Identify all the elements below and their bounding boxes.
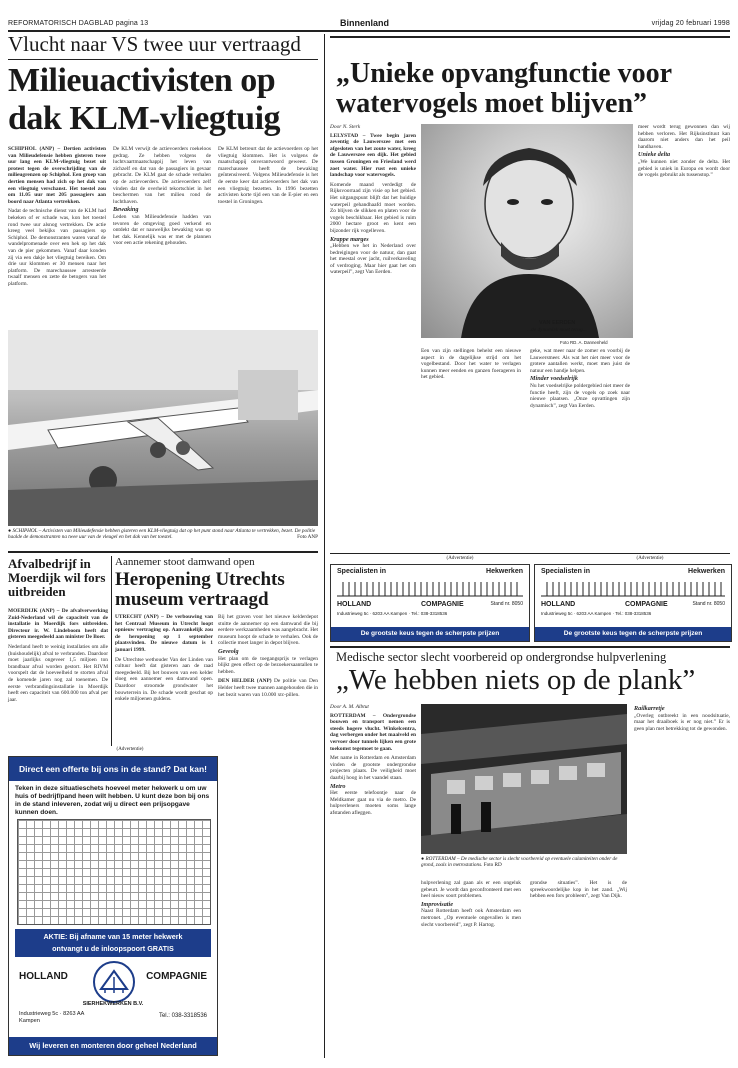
banner1-address: Industrieweg 5c · 6203 AA Kampen · Tel.: 038-3318536 bbox=[337, 611, 448, 616]
fence-icon bbox=[541, 578, 725, 598]
afval-headline: Afvalbedrijf in Moerdijk wil fors uitbreiden bbox=[8, 556, 106, 599]
banner1-strip: De grootste keus tegen de scherpste prijzen bbox=[331, 627, 529, 641]
portrait-credit: Foto RD. A. Dannenheld bbox=[560, 340, 608, 345]
waterfowl-col4: meer wordt terug gewonnen dan wij hebben verloren. Het Rijksinstituut kan daarom niet anders dan het peil handhaven. bbox=[638, 124, 730, 150]
klm-headline-2: dak KLM-vliegtuig bbox=[8, 100, 281, 137]
compagnie-logo-icon bbox=[93, 961, 135, 1003]
medical-col3: grondse situaties”. Het is de spreekwoordelijke kop in het zand. „Wij hebben een fors probleem”, zegt Van Dijk. bbox=[530, 880, 627, 900]
drawing-grid[interactable] bbox=[17, 819, 211, 925]
portrait-quote: ...de dynamiek moet terug... bbox=[527, 327, 587, 333]
medical-headline: „We hebben niets op de plank” bbox=[336, 664, 696, 696]
banner1-stand: Stand nr. 8050 bbox=[490, 601, 523, 607]
ad-action-line2: ontvangt u de inloopspoort GRATIS bbox=[52, 944, 174, 953]
waterfowl-subhead-delta: Unieke delta bbox=[638, 151, 671, 159]
klm-photo-credit: Foto ANP bbox=[297, 534, 318, 541]
hekwerk-banner-2[interactable] bbox=[534, 564, 732, 642]
ad-offer-strip: Direct een offerte bij ons in de stand? Dat kan! bbox=[9, 757, 217, 781]
klm-headline-1: Milieuactivisten op bbox=[8, 62, 276, 99]
ad-phone: Tel.: 038-3318536 bbox=[158, 1013, 207, 1019]
section-name: Binnenland bbox=[340, 18, 389, 28]
ad-instructions: Teken in deze situatieschets hoeveel meter hekwerk u om uw huis of bedrijf/pand heen wilt hebben. U kunt deze bon bij ons in de stand inleveren, zodat wij u direct een prijsopgave kunnen doen. bbox=[15, 785, 210, 816]
waterfowl-col4b: „We kunnen niet zonder de delta. Het gebied is uniek in Europa en wordt door de vogels gebruikt als tussenstop.” bbox=[638, 158, 730, 179]
medical-caption: ● ROTTERDAM – De medische sector is slecht voorbereid op eventuele calamiteiten onder de grond, zoals in metrostations. Foto RD bbox=[421, 856, 618, 869]
waterfowl-subhead-voedsel: Minder voedselrijk bbox=[530, 375, 578, 383]
banner2-title1: Specialisten in bbox=[541, 568, 591, 575]
museum-headline-2: museum vertraagd bbox=[115, 589, 269, 610]
museum-lead: UTRECHT (ANP) – De verbouwing van het Centraal Museum in Utrecht loopt opnieuw vertraging op. Aanvankelijk zou de heropening op 1 september plaatsvinden. De nieuwe datum is 1 januari 1999. bbox=[115, 614, 213, 653]
museum-col1: De Utrechtse wethouder Van der Linden van cultuur heeft dat gisteren aan de raad meegedeeld. Bij het bouwen van een kelder sloeg een aannemer een damwand open. Daardoor stroomde grondwater het bouwterrein in. De schade wordt geschat op enkele miljoenen guldens. bbox=[115, 656, 213, 703]
waterfowl-subhead-marges: Krappe marges bbox=[330, 235, 369, 243]
waterfowl-col3b: Nu het voedselrijke poldergebied niet meer de functie heeft, zijn de vogels op zoek naar nieuwe plaatsen. „Onze opvattingen zijn dynamisch”, zegt Van Eerden. bbox=[530, 382, 630, 409]
metro-photo-credit: Foto RD bbox=[483, 862, 502, 869]
museum-col2b: Het plan om de toegangsprijs te verlagen blijkt geen effect op de bezoekersaantallen te hebben. bbox=[218, 655, 318, 675]
banner1-title2: Hekwerken bbox=[486, 568, 523, 575]
fence-icon bbox=[337, 578, 523, 598]
museum-col2: Bij het graven voor het nieuwe kelderdepot stuitte de aannemer op een damwand die bij eerdere werkzaamheden was aangebracht. Het museum hoopt de schade te verhalen. Ook de collectie moet langer in depot blijven. bbox=[218, 614, 318, 647]
klm-photo-drawing bbox=[8, 330, 318, 526]
medical-lead: ROTTERDAM – Ondergrondse bouwen en transport nemen een steeds hogere vlucht. Winkelcentra, dag verbergen onder het maaiveld en vervoer door tunnels lijken een grote toekomst tegemoet te gaan. bbox=[330, 712, 416, 752]
banner2-strip: De grootste keus tegen de scherpste prijzen bbox=[535, 627, 731, 641]
museum-kicker: Aannemer stoot damwand open bbox=[115, 556, 255, 568]
banner2-address: Industrieweg 5c · 6203 AA Kampen · Tel.: 038-3318536 bbox=[541, 611, 652, 616]
ad-brand-right: COMPAGNIE bbox=[146, 971, 207, 982]
issue-date: vrijdag 20 februari 1998 bbox=[651, 20, 730, 27]
hekwerk-ad[interactable] bbox=[8, 756, 218, 1056]
ad-action-box bbox=[15, 929, 211, 957]
metro-drawing bbox=[421, 704, 627, 854]
top-ad-label-2: (Advertentie) bbox=[636, 556, 664, 561]
waterfowl-col2: Een van zijn stellingen behelst een nieuwe aspect in de dagelijkse strijd om het vogelbestand. Door het water te verlagen kunnen meer eenden en ganzen foerageren in het gebied. bbox=[421, 348, 521, 381]
waterfowl-col1: Komende maand verdedigt de Rijksvoorraad zijn visie op het gebied. Het uitgangspunt blijft dat het huidige waterpeil gehandhaafd moet worden. Zo blijven de slikken en platen voor de vogels beschikbaar. Het gebied is ruim 2000 hectare groot en kent een bijzonder rijk vogelleven. bbox=[330, 181, 416, 234]
portrait-drawing bbox=[421, 124, 633, 338]
caption-bullet: ● bbox=[421, 856, 426, 862]
klm-caption: ● SCHIPHOL – Activisten van Milieudefensie hebben gisteren een KLM-vliegtuig dat op het punt stond naar Atlanta te vertrekken, bezet. De politie haalde de demonstranten na twee uur van de vleugel en het dak van het toestel. Foto ANP bbox=[8, 528, 318, 541]
medical-col1b: Het eerste telefoontje naar de Meldkamer gaat nu via de metro. De hulpverleners moeten soms lange afstanden afleggen. bbox=[330, 790, 416, 816]
ad-address: Industrieweg 5c · 8263 AA Kampen bbox=[19, 1011, 84, 1024]
waterfowl-lead: LELYSTAD – Twee begin jaren zeventig de Lauwerszee met een afgesloten van het zoute water, kreeg de Lauwerszee een dijk. Het gebied tussen Groningen en Friesland werd zoet water. Hier rust een unieke landschap voor watervogels. bbox=[330, 132, 416, 179]
banner2-brand-left: HOLLAND bbox=[541, 601, 576, 608]
klm-col2: De KLM verwijt de actievoerders roekeloos gedrag. Ze hebben volgens de luchtvaartmaatschappij het leven van zichzelf en dat van de passagiers in gevaar gebracht. De KLM gaat de schade verhalen op de actievoerders. De actievoerders zelf vinden dat de overheid tekortschiet in het beschermen van het milieu rond de luchthaven. bbox=[113, 146, 211, 205]
waterfowl-byline: Door N. Sterk bbox=[330, 124, 361, 130]
waterfowl-col1b: „Hebben we het in Nederland over bedreigingen voor de natuur, dan gaat het meestal over jacht, ruilverkaveling of verdroging. Maar hier gaat het om waterpeil”, zegt Van Eerden. bbox=[330, 243, 416, 276]
van-eerden-photo bbox=[421, 124, 633, 338]
ad-brand-left: HOLLAND bbox=[19, 971, 68, 982]
museum-headline-1: Heropening Utrechts bbox=[115, 569, 285, 590]
medical-subhead-railkarretje: Railkarretje bbox=[634, 705, 665, 712]
museum-sub-body: De politie van Den Helder heeft twee mannen aangehouden die in het bezit waren van 10.000 xtc-pillen. bbox=[218, 678, 318, 698]
klm-photo bbox=[8, 330, 318, 526]
banner2-brand-right: COMPAGNIE bbox=[625, 601, 668, 608]
banner1-title1: Specialisten in bbox=[337, 568, 387, 575]
top-ad-label-1: (Advertentie) bbox=[446, 556, 474, 561]
afval-lead: MOERDIJK (ANP) – De afvalverwerking Zuid-Nederland wil de capaciteit van de installatie in Moerdijk fors uitbreiden. Directeur ir. W. Lindeboom heeft dat gisteren meegedeeld aan minister De Boer. bbox=[8, 608, 108, 641]
ad-action-line1: AKTIE: Bij afname van 15 meter hekwerk bbox=[43, 932, 183, 941]
medical-kicker: Medische sector slecht voorbereid op ondergrondse hulpverlening bbox=[336, 650, 667, 664]
caption-bullet: ● bbox=[8, 528, 13, 534]
klm-col2b: Leden van Milieudefensie hadden van tevoren de omgeving goed verkend en ontdekt dat er nauwelijks bewaking was op het dak. Kennelijk was er met de plannen voor een actie rekening gehouden. bbox=[113, 213, 211, 247]
banner1-brand-right: COMPAGNIE bbox=[421, 601, 464, 608]
metro-photo bbox=[421, 704, 627, 854]
hekwerk-banner-1[interactable] bbox=[330, 564, 530, 642]
klm-col3: De KLM betreurt dat de actievoerders op het vliegtuig klommen. Het is volgens de maatschappij onverantwoord geweest. De marechaussee heeft de bewaking geïntensiveerd. Volgens Milieudefensie is het de eerste keer dat actievoerders het dak van een vliegtuig bezetten. In 1996 bezetten activisten korte tijd een van de E-pier en een toestel in Groningen. bbox=[218, 146, 318, 205]
banner1-brand-left: HOLLAND bbox=[337, 601, 372, 608]
klm-col1: Nadat de technische dienst van de KLM had bekeken of er schade was, kon het toestel rond twee uur alsnog vertrekken. De actie kreeg veel bekijks van passagiers op Schiphol. De demonstranten waren vanaf de wandelpromenade over een hek op het dak van de pier gekommen. Vanaf daar konden zij via een dakje het vliegtuig bereiken. Om drie uur klommen er 30 mensen naar het platform. De marechaussee arresteerde twaalf mensen en zette de betogers van het platform. bbox=[8, 208, 106, 287]
banner2-title2: Hekwerken bbox=[688, 568, 725, 575]
klm-lead: SCHIPHOL (ANP) – Dertien activisten van Milieudefensie hebben gisteren twee uur lang een KLM-vliegtuig bezet uit protest tegen de overschrijding van de milieugrenzen op Schiphol. Een groep van dertien mensen had zich op het dak van een vliegtuig verschanst. Het toestel zou om 11.05 uur met 205 passagiers aan boord naar Atlanta vertrekken. bbox=[8, 146, 106, 205]
banner2-stand: Stand nr. 8050 bbox=[692, 601, 725, 607]
waterfowl-headline-1: „Unieke opvangfunctie voor bbox=[336, 58, 672, 89]
paper-name: REFORMATORISCH DAGBLAD pagina 13 bbox=[8, 20, 149, 27]
medical-col1: Met name in Rotterdam en Amsterdam vinden de grootste ondergrondse projecten plaats. De veiligheid moet daarbij hoog in het vaandel staan. bbox=[330, 755, 416, 781]
ad-bottom-strip: Wij leveren en monteren door geheel Nederland bbox=[9, 1037, 217, 1055]
klm-kicker: Vlucht naar VS twee uur vertraagd bbox=[8, 32, 301, 56]
museum-subhead: Geveolg bbox=[218, 647, 239, 655]
ad-brand-mid: SIERHEKWERKEN B.V. bbox=[82, 1001, 144, 1007]
afval-body: Nederland heeft te weinig installaties om alle (huishoudelijk) afval te verbranden. Daardoor moet jaarlijks ongeveer 1,5 miljoen ton brandbaar afval worden gestort. Het RIVM voorspelt dat de hoeveelheid te storten afval de komende jaren nog zal toenemen. De eerste verbrandingsinstallatie in Moerdijk heeft een capaciteit van 600.000 ton afval per jaar. bbox=[8, 643, 108, 703]
waterfowl-headline-2: watervogels moet blijven” bbox=[336, 88, 648, 119]
medical-col2b: Naast Rotterdam heeft ook Amsterdam een metronet. „Op eventuele ongevallen is men slecht voorbereid”, zegt P. Hartog. bbox=[421, 908, 521, 928]
bottom-ad-label: (Advertentie) bbox=[116, 747, 144, 752]
waterfowl-col3: geke, wat meer naar de zomer en voorbij de Lauwersmeer. Als wat het niet meer voor de grotere aantallen werkt, moet men juist de natuur een handje helpen. bbox=[530, 348, 630, 374]
medical-col3b: „Overleg ontbreekt in een noodsituatie, maar het draaiboek is er nog niet.” Er is geen plan met betrekking tot de gewonden. bbox=[634, 712, 730, 732]
klm-article bbox=[8, 34, 318, 55]
medical-byline: Door A. M. Albtut bbox=[330, 704, 369, 710]
klm-subhead-bewaking: Bewaking bbox=[113, 206, 139, 214]
medical-subhead-improvisatie: Improvisatie bbox=[421, 900, 453, 908]
medical-col2: hulpverlening zal gaan als er een ongeluk gebeurt. Je wordt dan geconfronteerd met een heel nieuw soort problemen. bbox=[421, 880, 521, 900]
museum-sub-head: DEN HELDER (ANP) bbox=[218, 678, 272, 685]
medical-subhead-metro: Metro bbox=[330, 782, 346, 790]
portrait-name: VAN EERDEN bbox=[539, 320, 576, 326]
